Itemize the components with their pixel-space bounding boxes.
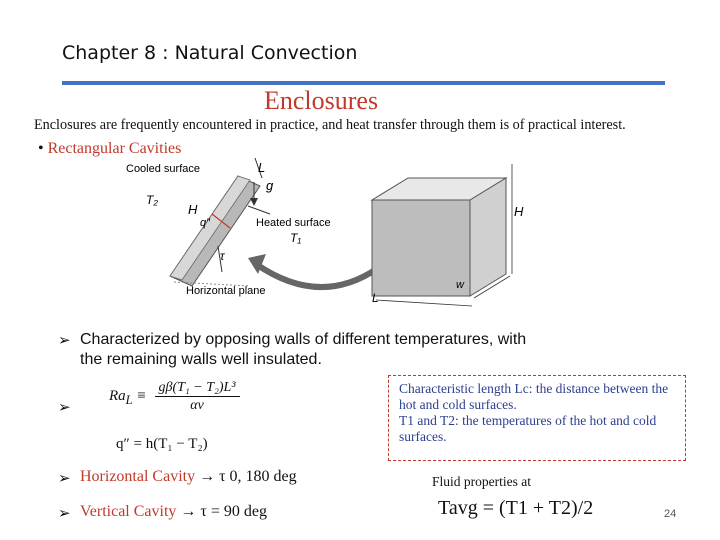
rayleigh-equation: $Ra_L$ ≡ gβ(T₁ − T₂)L³ αν [108, 380, 240, 415]
arrow-bullet: ➢ [58, 504, 71, 522]
t1-label: T₁ [290, 231, 302, 245]
l-label: L [258, 160, 266, 175]
h-label: H [188, 202, 198, 217]
vertical-cavity-label: Vertical Cavity [80, 503, 177, 520]
vertical-cavity-item [80, 503, 267, 521]
horizontal-plane-label: Horizontal plane [186, 285, 266, 297]
slide-heading: Enclosures [264, 86, 379, 115]
horizontal-cavity-condition: → τ 0, 180 deg [199, 468, 297, 485]
rectangular-cavities-label: Rectangular Cavities [47, 140, 182, 157]
ra-denominator: αν [190, 398, 204, 413]
chapter-title: Chapter 8 : Natural Convection [62, 42, 358, 64]
horizontal-cavity-label: Horizontal Cavity [80, 468, 196, 485]
characteristic-length-note [388, 375, 686, 461]
tavg-equation: Tavg = (T1 + T2)/2 [438, 497, 594, 519]
heated-surface-label: Heated surface [256, 217, 331, 229]
vertical-cavity-condition: → τ = 90 deg [180, 503, 267, 520]
arrow-bullet: ➢ [58, 398, 71, 416]
ra-lhs: Ra [109, 387, 126, 404]
curved-arrow [256, 264, 378, 287]
horizontal-cavity-item [80, 468, 297, 486]
box-w-label: w [456, 279, 464, 291]
q-label: q″ [200, 217, 211, 229]
note-line-1: Characteristic length Lc: the distance between the hot and cold surfaces. [399, 381, 669, 412]
arrow-bullet: ➢ [58, 469, 71, 487]
g-label: g [266, 178, 274, 193]
arrow-bullet: ➢ [58, 331, 71, 349]
intro-text: Enclosures are frequently encountered in practice, and heat transfer through them is of practical interest. [34, 117, 626, 133]
page-number: 24 [664, 508, 677, 520]
enclosure-figure [110, 158, 530, 316]
box-h-label: H [514, 204, 524, 219]
t2-label: T₂ [146, 193, 158, 207]
ra-subscript: L [125, 392, 133, 407]
tau-label: τ [220, 249, 225, 263]
box-l-label: L [372, 291, 379, 305]
walls-bullet-text: Characterized by opposing walls of different temperatures, with the remaining walls well insulated. [80, 331, 527, 368]
cooled-surface-label: Cooled surface [126, 163, 200, 175]
bullet-rectangular-cavities [38, 140, 181, 158]
bullet-dot: • [38, 140, 44, 157]
enclosure-box [372, 164, 512, 306]
note-line-2: T1 and T2: the temperatures of the hot and cold surfaces. [399, 413, 657, 444]
heat-flux-equation: q″ = h(T₁ − T₂) [116, 436, 208, 452]
fluid-properties-text: Fluid properties at [432, 474, 531, 489]
ra-numerator: gβ(T₁ − T₂)L³ [155, 380, 240, 397]
title-rule [62, 81, 665, 85]
